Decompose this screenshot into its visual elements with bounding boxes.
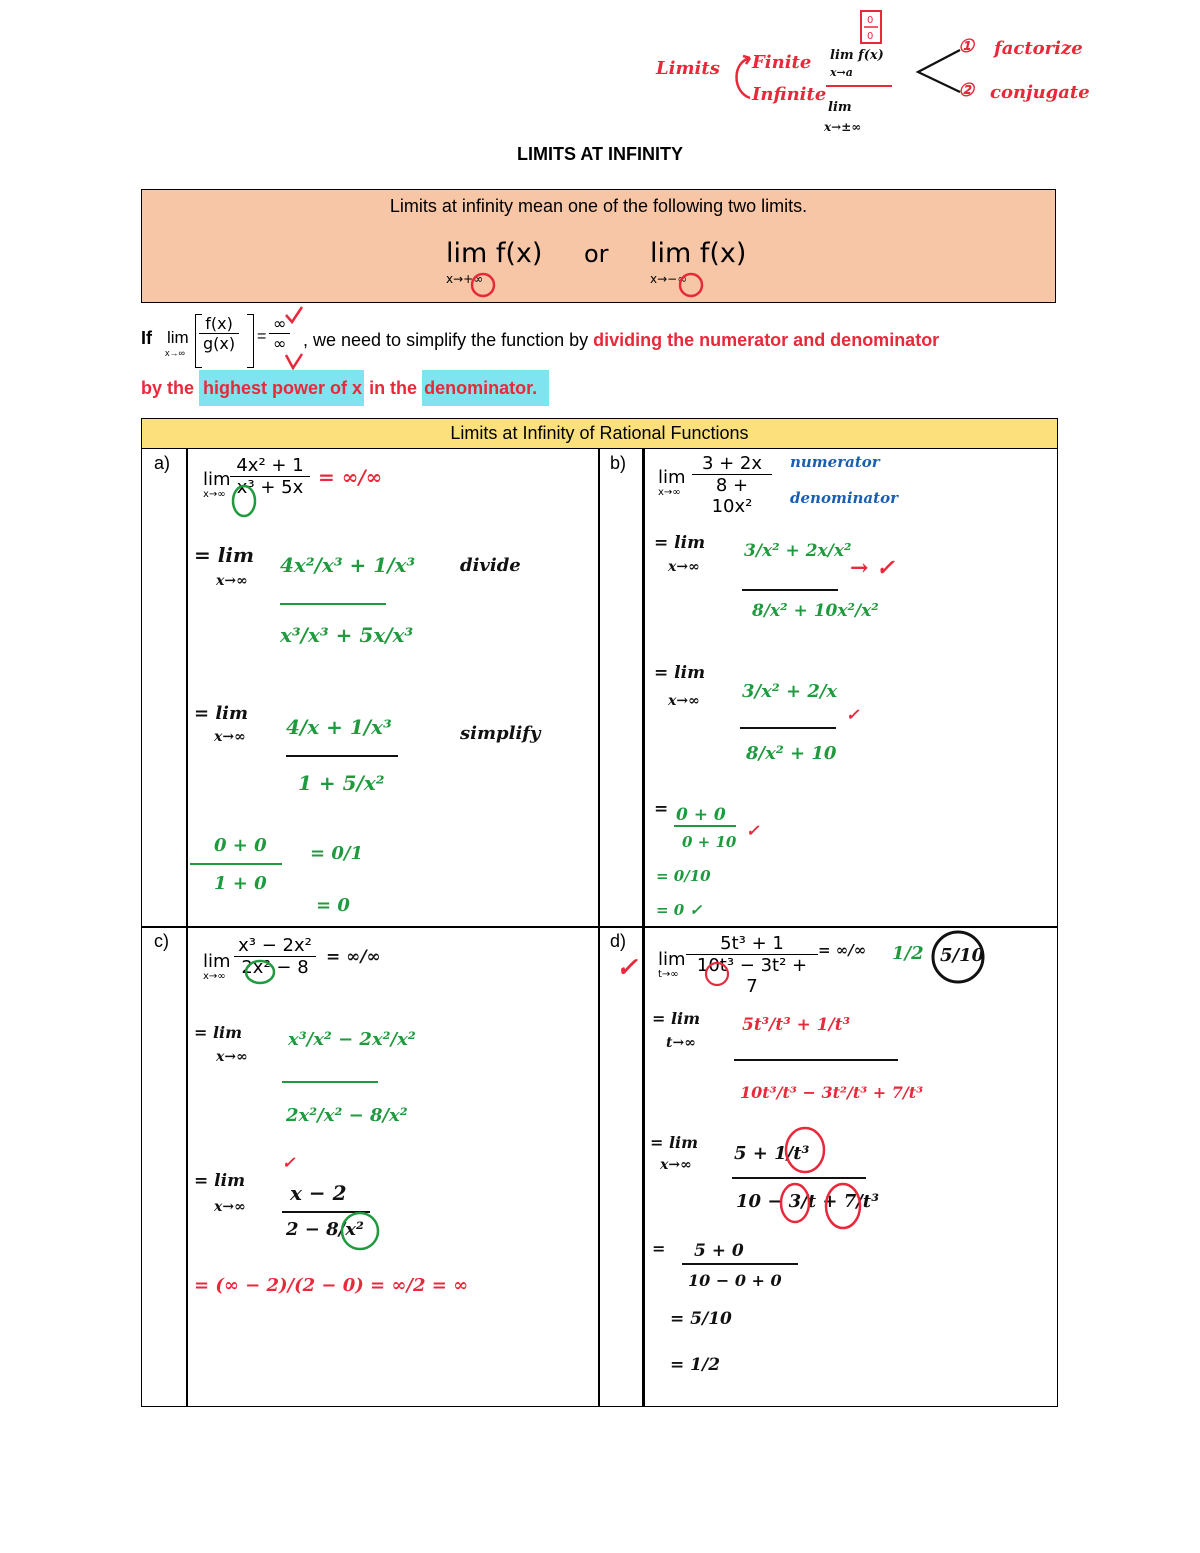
part-a-den: x³ + 5x [236,477,304,498]
rule-den: g(x) [203,334,236,353]
part-a-step3b: = 0/1 [310,843,363,864]
part-a-ink-eq: = ∞/∞ [318,465,383,489]
part-a-lim [203,469,231,500]
part-d-step2-sub: x→∞ [660,1157,692,1173]
part-c-lim [203,951,231,982]
part-d-lim-text: lim [658,949,686,970]
part-b-arrow: → ✓ [850,555,895,581]
circle-mark-icon [676,270,706,300]
part-b-step2-num: 3/x² + 2/x [742,681,838,702]
part-a-step1: = lim [194,543,255,567]
annotation-factorize: factorize [994,38,1083,59]
part-d-step3-den: 10 − 0 + 0 [688,1271,782,1290]
annotation-num2: ② [958,80,975,101]
part-d-step1-den: 10t³/t³ − 3t²/t³ + 7/t³ [740,1083,924,1102]
part-d-ink-eq: = ∞/∞ [818,941,867,959]
part-a-step1-num: 4x²/x³ + 1/x³ [280,553,416,577]
fork-icon [912,46,964,96]
part-c-step1-den: 2x²/x² − 8/x² [286,1105,408,1126]
part-b-step1: = lim [654,533,706,553]
part-b-step2-den: 8/x² + 10 [746,743,837,764]
limit-minus-inf-sub: x→−∞ [650,272,688,286]
rule-text-red1: dividing the numerator and denominator [593,330,940,350]
part-c-step2-den: 2 − 8/x² [286,1219,364,1240]
definition-box [141,189,1056,303]
fraction-bar [734,1059,898,1061]
part-a-note1: divide [460,555,521,576]
rule-highlight1: highest power of x [199,370,364,406]
part-b-lim-text: lim [658,467,686,488]
rule-lim-sub: x→∞ [165,348,185,358]
part-c-lim-sub: x→∞ [203,971,226,982]
circle-mark-icon [822,1181,864,1231]
part-c-step2-num: x − 2 [290,1181,347,1205]
check-mark-icon [283,350,305,372]
part-c-label: c) [154,931,169,951]
circle-mark-icon [778,1181,812,1225]
rule-text-red2: by the [141,378,195,398]
part-b-step1-num: 3/x² + 2x/x² [744,541,852,561]
examples-table [141,418,1058,1407]
part-d-ink-half: 1/2 [892,943,924,964]
fraction-bar [742,589,838,591]
check-mark-icon: ✓ [746,821,760,840]
svg-text:0: 0 [867,31,874,42]
circle-mark-icon [468,270,498,300]
part-a-step2-den: 1 + 5/x² [298,771,385,795]
rule-text1: , we need to simplify the function by [303,330,589,350]
part-b-result: = 0 ✓ [656,901,703,919]
annotation-underline [826,85,892,87]
part-b-eq: = [654,799,669,819]
part-b-ink-den: denominator [790,489,898,507]
fraction-bar [674,825,736,827]
part-c-step1-sub: x→∞ [216,1049,248,1065]
part-b-label: b) [610,453,627,473]
part-a-result: = 0 [316,895,350,916]
limit-plus-inf [446,238,543,286]
part-d-step3-num: 5 + 0 [694,1241,744,1261]
part-d-lim [658,949,686,980]
row-divider [142,926,1057,928]
rule-fraction [199,314,239,353]
rule-formula [141,312,287,370]
part-a-num: 4x² + 1 [230,455,310,477]
part-d-result: = 1/2 [670,1355,721,1375]
fraction-bar [280,603,386,605]
part-b-step2-sub: x→∞ [668,693,700,709]
part-b-step1-den: 8/x² + 10x²/x² [752,601,879,621]
part-b-step4: = 0/10 [656,867,711,885]
part-b-lim-sub: x→∞ [658,487,681,498]
part-d-step2-num: 5 + 1/t³ [734,1143,810,1164]
part-b-fraction [692,453,772,517]
annotation-infinite: Infinite [752,84,827,105]
circle-mark-icon [338,1209,382,1253]
part-a-lim-sub: x→∞ [203,489,226,500]
annotation-num1: ① [958,36,975,57]
rule-text-line2 [141,374,1071,402]
rule-highlight2: denominator. [422,370,549,406]
part-c-step3: = (∞ − 2)/(2 − 0) = ∞/2 = ∞ [194,1275,469,1296]
part-b-num: 3 + 2x [692,453,772,475]
fraction-bar [286,755,398,757]
limit-minus-inf [650,238,747,286]
part-d-ink-circle: 5/10 [940,945,985,966]
part-a-step2: = lim [194,703,249,724]
part-d-step2-den: 10 − 3/t + 7/t³ [736,1191,879,1212]
rule-if: If [141,328,152,348]
bracket-right [247,314,254,368]
part-a-note2: simplify [460,723,541,744]
fraction-bar [740,727,836,729]
part-b-lim [658,467,686,498]
part-b-step2: = lim [654,663,706,683]
fraction-bar [682,1263,798,1265]
page-title: LIMITS AT INFINITY [517,144,683,164]
part-b-ink-num: numerator [790,453,880,471]
part-d-num: 5t³ + 1 [686,933,818,955]
part-c-ink-eq: = ∞/∞ [326,947,381,967]
definition-or: or [584,240,609,268]
rule-text-line1 [303,326,1063,354]
part-a-step2-sub: x→∞ [214,729,246,745]
rule-lim: lim [167,328,189,347]
part-a-step3-den: 1 + 0 [214,873,267,894]
fraction-bar [282,1081,378,1083]
part-b-den: 8 + 10x² [711,475,753,517]
circle-mark-icon [230,483,258,519]
rule-inf-den: ∞ [273,334,287,353]
part-c-step2: = lim [194,1171,246,1191]
part-a-step1-sub: x→∞ [216,573,248,589]
part-a-label: a) [154,453,171,473]
part-c-num: x³ − 2x² [234,935,316,957]
rule-inf-num: ∞ [269,314,290,334]
part-c-step2-sub: x→∞ [214,1199,246,1215]
part-a-lim-text: lim [203,469,231,490]
limit-plus-inf-expr: lim f(x) [446,238,543,269]
annotation-x-to-inf: x→±∞ [824,120,862,134]
part-b-step1-sub: x→∞ [668,559,700,575]
part-a-step2-num: 4/x + 1/x³ [286,715,392,739]
part-d-label: d) [610,931,627,951]
circle-mark-icon [702,959,732,989]
limit-plus-inf-sub: x→+∞ [446,272,484,286]
part-a-step1-den: x³/x³ + 5x/x³ [280,623,414,647]
part-c-step1: = lim [194,1023,243,1042]
col-divider [598,449,600,1406]
circle-mark-icon [242,957,278,987]
part-d-step1: = lim [652,1009,701,1028]
top-annotation [650,0,1100,140]
table-header: Limits at Infinity of Rational Functions [142,419,1057,449]
part-d-step2: = lim [650,1133,699,1152]
annotation-x-to-a: x→a [830,66,853,79]
annotation-limits: Limits [656,58,720,79]
limit-minus-inf-expr: lim f(x) [650,238,747,269]
annotation-lim: lim [828,100,852,115]
rule-eq: = [257,328,267,345]
fraction-bar [190,863,282,865]
part-c-step1-num: x³/x² − 2x²/x² [288,1029,416,1050]
check-mark-icon: ✓ [616,953,638,983]
part-d-step4: = 5/10 [670,1309,732,1329]
fraction-box-icon [858,8,886,46]
annotation-lim-fx: lim f(x) [830,48,884,63]
fraction-bar [732,1177,866,1179]
part-d-step1-num: 5t³/t³ + 1/t³ [742,1015,851,1035]
col-divider [642,449,645,1406]
col-divider [186,449,188,1406]
circle-mark-icon [782,1125,828,1175]
check-mark-icon: ✓ [846,705,860,724]
check-mark-icon: ✓ [282,1153,296,1172]
part-d-step1-sub: t→∞ [666,1035,696,1051]
rule-text-red3: in the [369,378,418,398]
part-d-lim-sub: t→∞ [658,969,679,980]
part-b-step3-num: 0 + 0 [676,805,726,825]
part-c-lim-text: lim [203,951,231,972]
part-d-eq: = [652,1239,666,1258]
annotation-finite: Finite [752,52,812,73]
part-b-step3-den: 0 + 10 [682,833,737,851]
rule-num: f(x) [199,314,239,334]
annotation-conjugate: conjugate [990,82,1090,103]
part-a-step3-num: 0 + 0 [214,835,267,856]
part-d-den: 10t³ − 3t² + 7 [696,955,808,997]
definition-caption: Limits at infinity mean one of the following two limits. [389,196,808,216]
part-c-den: 2x² − 8 [241,957,309,978]
check-mark-icon [283,304,305,326]
svg-text:0: 0 [867,15,874,26]
